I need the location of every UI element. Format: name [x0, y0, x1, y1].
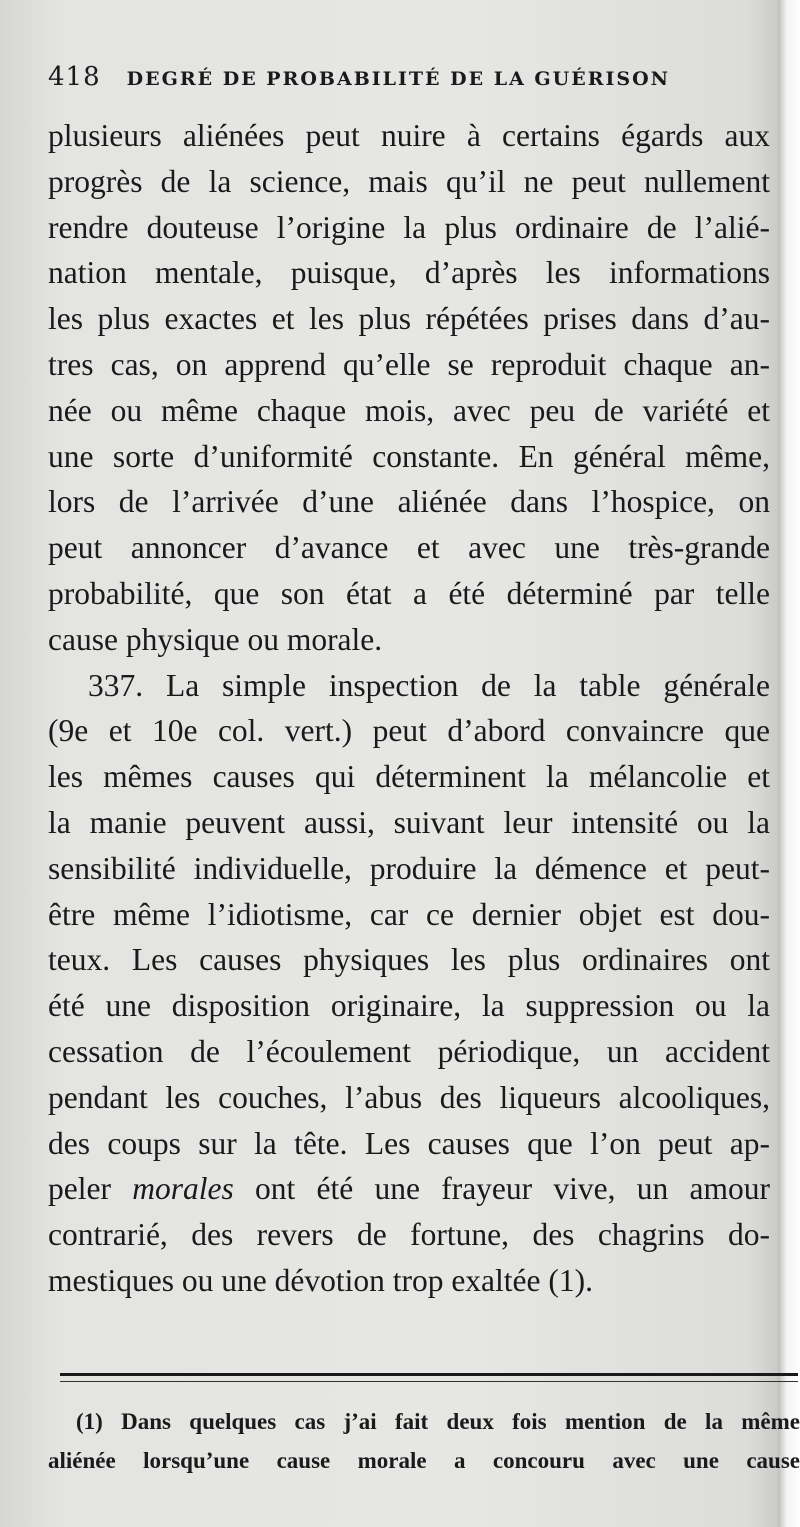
page-edge [778, 0, 800, 1527]
running-header [48, 62, 738, 92]
text-line: les plus exactes et les plus répétées prises dans d’au- [48, 301, 770, 337]
text-fragment: peler [48, 1171, 111, 1207]
text-line: mestiques ou une dévotion trop exaltée (1). [48, 1262, 593, 1298]
text-line: la manie peuvent aussi, suivant leur intensité ou la [48, 804, 770, 840]
text-line: les mêmes causes qui déterminent la mélancolie et [48, 759, 770, 795]
text-line: nation mentale, puisque, d’après les informations [48, 255, 770, 291]
text-line: (9e et 10e col. vert.) peut d’abord convaincre que [48, 713, 770, 749]
text-line-with-italic [48, 1166, 770, 1212]
body-text [48, 113, 770, 1304]
footnote-line: (1) Dans quelques cas j’ai fait deux fois mention de la même [76, 1409, 800, 1434]
text-line: probabilité, que son état a été déterminé par telle [48, 575, 770, 611]
footnote-line: aliénée lorsqu’une cause morale a concouru avec une cause [48, 1448, 800, 1473]
text-line: teux. Les causes physiques les plus ordinaires ont [48, 942, 770, 978]
text-line: sensibilité individuelle, produire la démence et peut- [48, 850, 770, 886]
text-line: cessation de l’écoulement périodique, un accident [48, 1033, 770, 1069]
text-line: progrès de la science, mais qu’il ne peut nullement [48, 163, 770, 199]
text-line: tres cas, on apprend qu’elle se reproduit chaque an- [48, 346, 770, 382]
text-line: lors de l’arrivée d’une aliénée dans l’hospice, on [48, 484, 770, 520]
page-number: 418 [48, 62, 101, 92]
italic-word: morales [132, 1171, 234, 1207]
paragraph-start-line: 337. La simple inspection de la table générale [88, 667, 770, 703]
text-line: une sorte d’uniformité constante. En général même, [48, 438, 770, 474]
text-line: être même l’idiotisme, car ce dernier objet est dou- [48, 896, 770, 932]
text-line: contrarié, des revers de fortune, des chagrins do- [48, 1217, 770, 1253]
footnote [48, 1402, 800, 1480]
text-line: rendre douteuse l’origine la plus ordinaire de l’alié- [48, 209, 770, 245]
text-line: cause physique ou morale. [48, 621, 383, 657]
running-title: DEGRÉ DE PROBABILITÉ DE LA GUÉRISON [126, 68, 671, 90]
footnote-rule [60, 1373, 798, 1376]
text-line: née ou même chaque mois, avec peu de variété et [48, 392, 770, 428]
text-fragment: ont été une frayeur vive, un amour [255, 1171, 771, 1207]
text-line: pendant les couches, l’abus des liqueurs alcooliques, [48, 1079, 770, 1115]
text-line: peut annoncer d’avance et avec une très-grande [48, 530, 770, 566]
text-line: des coups sur la tête. Les causes que l’on peut ap- [48, 1125, 770, 1161]
footnote-rule-thin [60, 1381, 798, 1382]
text-line: été une disposition originaire, la suppression ou la [48, 988, 770, 1024]
text-line: plusieurs aliénées peut nuire à certains égards aux [48, 118, 770, 153]
